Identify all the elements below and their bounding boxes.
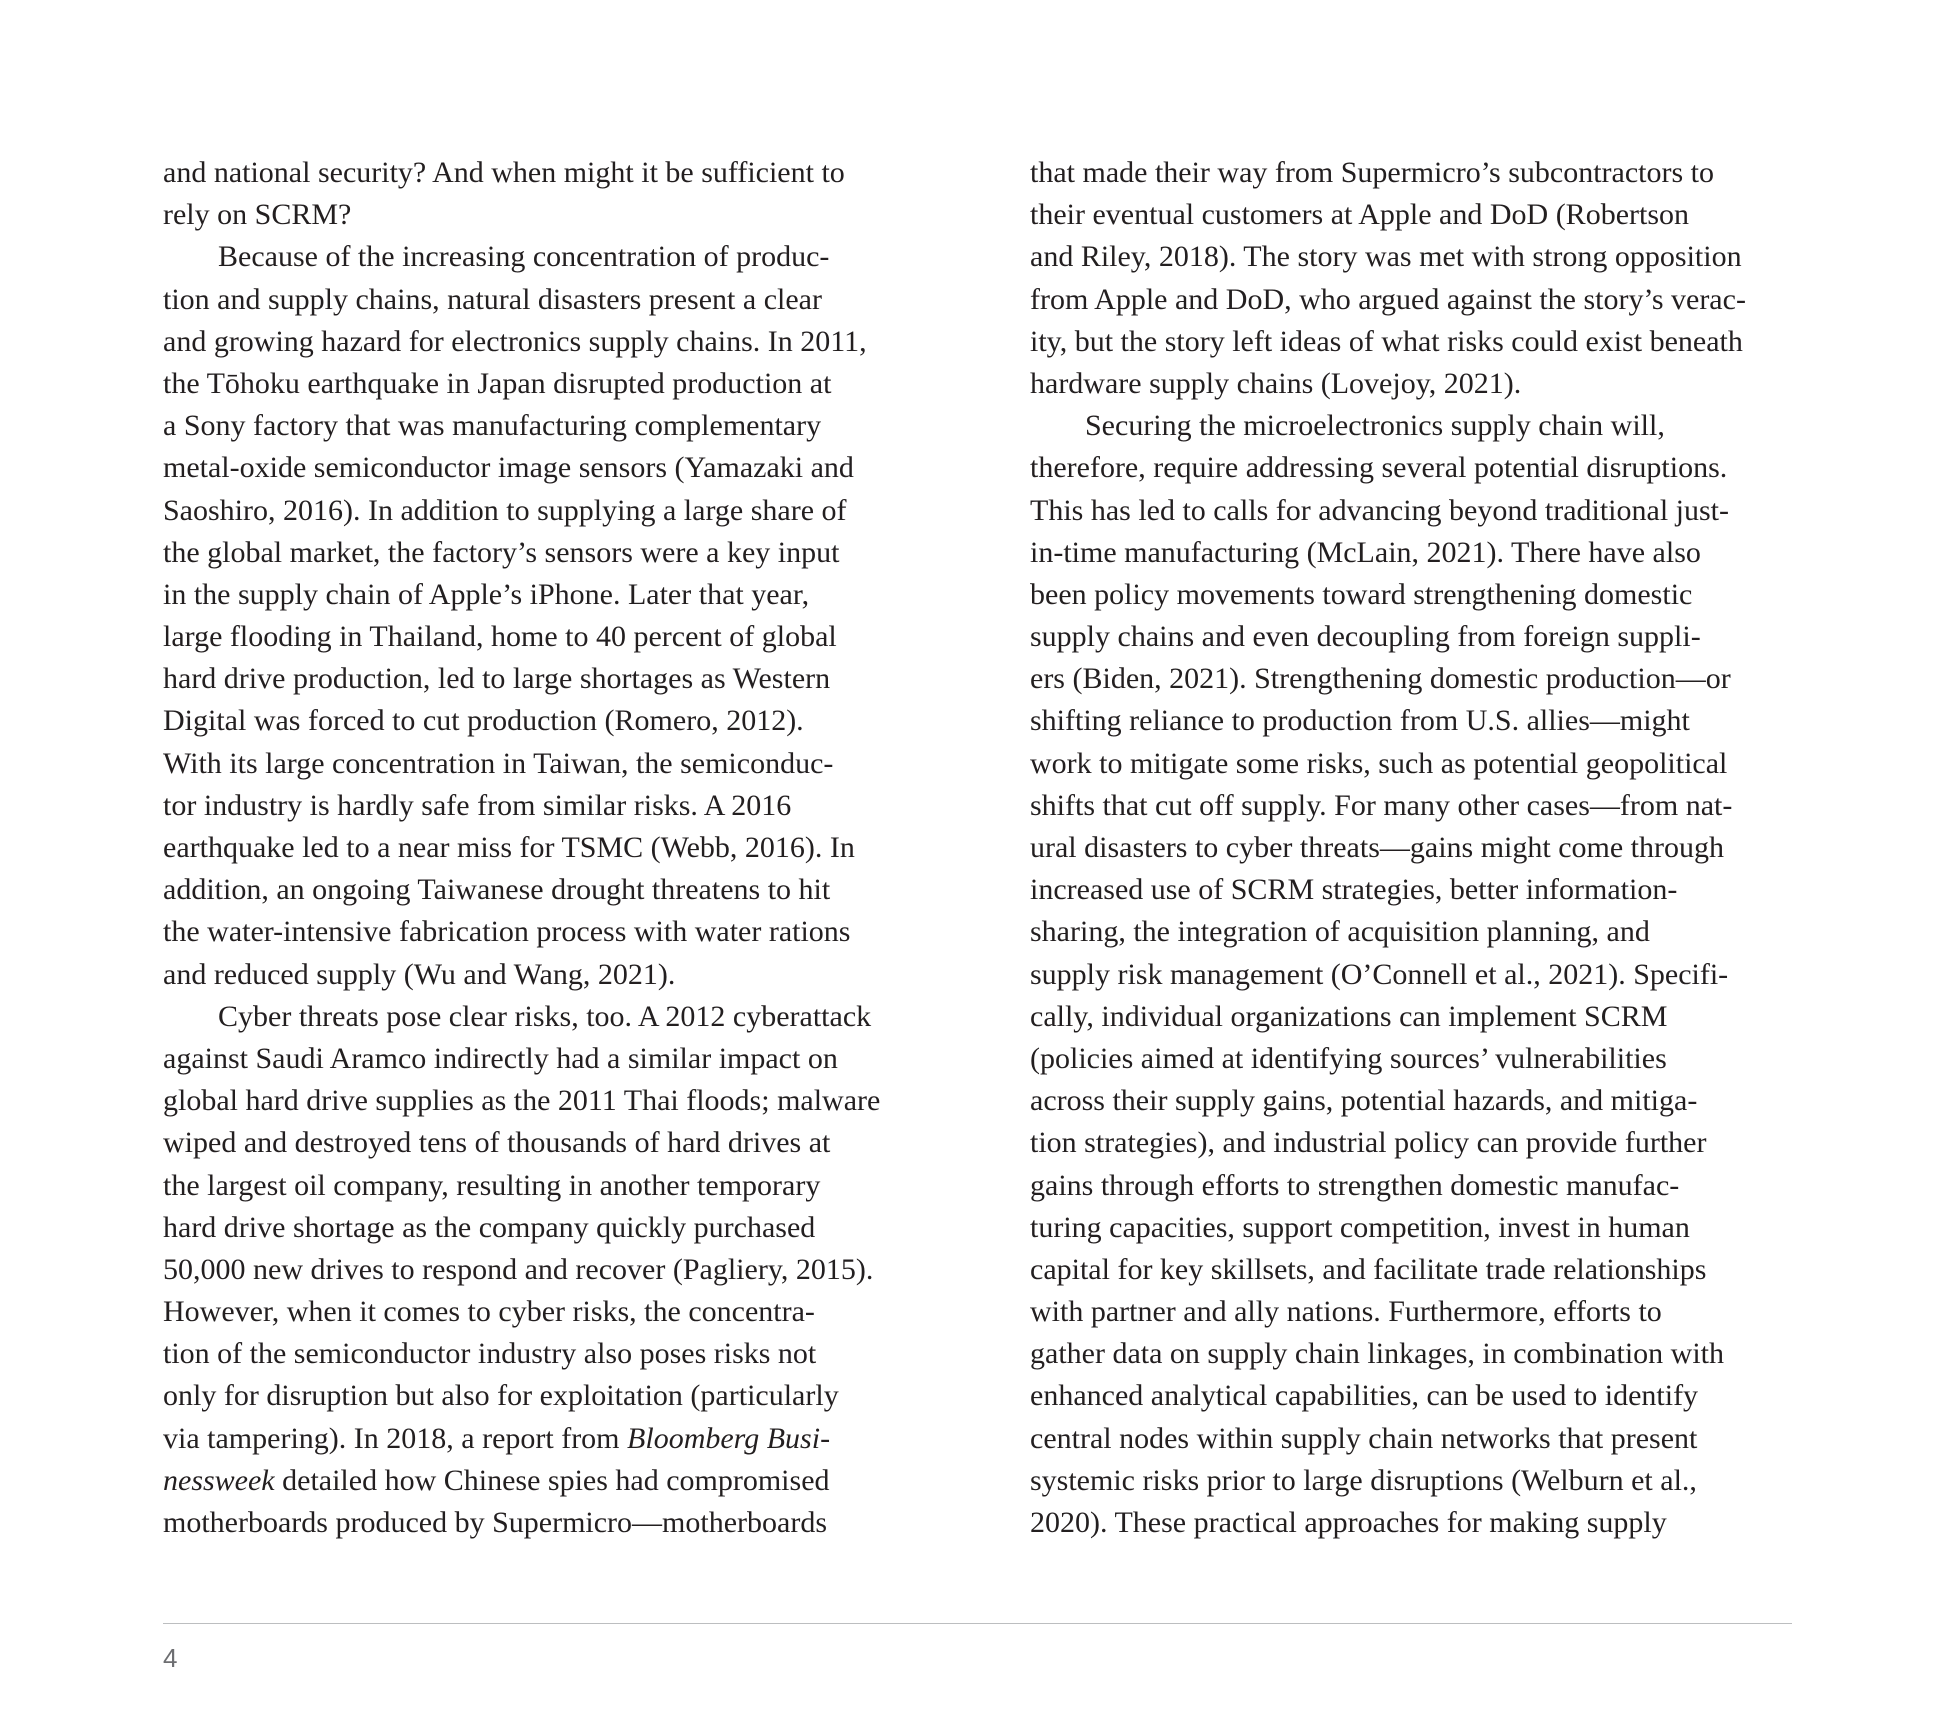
body-line: and reduced supply (Wu and Wang, 2021). (163, 957, 676, 991)
publication-title: nessweek (163, 1463, 275, 1497)
body-line: capital for key skillsets, and facilitate trade relationships (1030, 1252, 1707, 1286)
body-line: with partner and ally nations. Furthermore, efforts to (1030, 1295, 1662, 1329)
body-line: global hard drive supplies as the 2011 Thai floods; malware (163, 1084, 881, 1118)
body-line-with-title (163, 1418, 943, 1460)
body-line: Digital was forced to cut production (Romero, 2012). (163, 704, 804, 738)
body-line-with-title (163, 1460, 943, 1502)
body-line: their eventual customers at Apple and DoD (Robertson (1030, 198, 1690, 232)
body-line: 50,000 new drives to respond and recover (Pagliery, 2015). (163, 1252, 874, 1286)
publication-title: Bloomberg Busi- (627, 1421, 831, 1455)
body-line: tion strategies), and industrial policy can provide further (1030, 1126, 1707, 1160)
body-line: tor industry is hardly safe from similar risks. A 2016 (163, 788, 792, 822)
body-line: However, when it comes to cyber risks, the concentra- (163, 1295, 815, 1329)
body-line: from Apple and DoD, who argued against the story’s verac- (1030, 282, 1746, 316)
body-text: detailed how Chinese spies had compromised (274, 1463, 830, 1497)
body-line: rely on SCRM? (163, 198, 352, 232)
body-line: systemic risks prior to large disruptions (Welburn et al., (1030, 1463, 1697, 1497)
body-line: been policy movements toward strengthening domestic (1030, 577, 1693, 611)
body-line: hardware supply chains (Lovejoy, 2021). (1030, 366, 1522, 400)
body-line: a Sony factory that was manufacturing complementary (163, 409, 822, 443)
paragraph-start-line: Because of the increasing concentration of produc- (218, 240, 830, 274)
body-line: cally, individual organizations can implement SCRM (1030, 999, 1668, 1033)
body-line: ural disasters to cyber threats—gains might come through (1030, 831, 1724, 864)
left-column (163, 152, 943, 1544)
body-line: the global market, the factory’s sensors were a key input (163, 535, 840, 569)
body-line: against Saudi Aramco indirectly had a similar impact on (163, 1041, 838, 1075)
body-line: large flooding in Thailand, home to 40 percent of global (163, 620, 837, 654)
body-line: across their supply gains, potential hazards, and mitiga- (1030, 1084, 1698, 1118)
paragraph-start-line: Securing the microelectronics supply chain will, (1085, 409, 1665, 443)
body-line: central nodes within supply chain networks that present (1030, 1421, 1698, 1455)
body-line: shifts that cut off supply. For many other cases—from nat- (1030, 788, 1733, 822)
body-line: 2020). These practical approaches for making supply (1030, 1506, 1667, 1539)
body-line: gather data on supply chain linkages, in combination with (1030, 1337, 1725, 1371)
body-line: work to mitigate some risks, such as potential geopolitical (1030, 746, 1728, 780)
right-column (1030, 152, 1820, 1544)
body-line: tion of the semiconductor industry also poses risks not (163, 1337, 817, 1371)
body-line: in-time manufacturing (McLain, 2021). There have also (1030, 535, 1701, 569)
body-line: Saoshiro, 2016). In addition to supplying a large share of (163, 493, 847, 527)
body-line: shifting reliance to production from U.S. allies—might (1030, 704, 1690, 738)
body-line: gains through efforts to strengthen domestic manufac- (1030, 1168, 1680, 1202)
body-line: that made their way from Supermicro’s subcontractors to (1030, 156, 1714, 189)
page-number: 4 (163, 1643, 178, 1673)
body-line: (policies aimed at identifying sources’ vulnerabilities (1030, 1041, 1667, 1075)
body-line: the largest oil company, resulting in another temporary (163, 1168, 821, 1202)
body-line: metal-oxide semiconductor image sensors (Yamazaki and (163, 451, 854, 485)
body-line: addition, an ongoing Taiwanese drought threatens to hit (163, 873, 831, 907)
body-line: supply chains and even decoupling from foreign suppli- (1030, 620, 1701, 654)
body-line: and growing hazard for electronics supply chains. In 2011, (163, 324, 867, 358)
body-line: increased use of SCRM strategies, better information- (1030, 873, 1678, 907)
footer-rule (163, 1623, 1792, 1624)
paragraph-start-line: Cyber threats pose clear risks, too. A 2012 cyberattack (218, 999, 872, 1033)
body-line: earthquake led to a near miss for TSMC (Webb, 2016). In (163, 831, 855, 864)
body-line: therefore, require addressing several potential disruptions. (1030, 451, 1728, 485)
body-line: only for disruption but also for exploitation (particularly (163, 1379, 839, 1413)
body-line: and national security? And when might it be sufficient to (163, 156, 845, 189)
body-line: motherboards produced by Supermicro—motherboards (163, 1506, 827, 1539)
body-line: and Riley, 2018). The story was met with strong opposition (1030, 240, 1742, 274)
body-line: turing capacities, support competition, invest in human (1030, 1210, 1690, 1244)
body-line: tion and supply chains, natural disasters present a clear (163, 282, 822, 316)
body-line: hard drive shortage as the company quickly purchased (163, 1210, 816, 1244)
body-line: sharing, the integration of acquisition planning, and (1030, 915, 1650, 949)
body-line: enhanced analytical capabilities, can be used to identify (1030, 1379, 1699, 1413)
body-line: the water-intensive fabrication process with water rations (163, 915, 851, 949)
body-line: ity, but the story left ideas of what risks could exist beneath (1030, 324, 1743, 358)
body-line: hard drive production, led to large shortages as Western (163, 662, 831, 696)
body-line: in the supply chain of Apple’s iPhone. Later that year, (163, 577, 810, 611)
body-line: ers (Biden, 2021). Strengthening domestic production—or (1030, 662, 1731, 696)
body-line: the Tōhoku earthquake in Japan disrupted production at (163, 366, 832, 400)
body-line: This has led to calls for advancing beyond traditional just- (1030, 493, 1729, 527)
body-text: via tampering). In 2018, a report from (163, 1421, 628, 1455)
body-line: wiped and destroyed tens of thousands of hard drives at (163, 1126, 831, 1160)
body-line: supply risk management (O’Connell et al., 2021). Specifi- (1030, 957, 1729, 991)
body-line: With its large concentration in Taiwan, the semiconduc- (163, 746, 834, 780)
